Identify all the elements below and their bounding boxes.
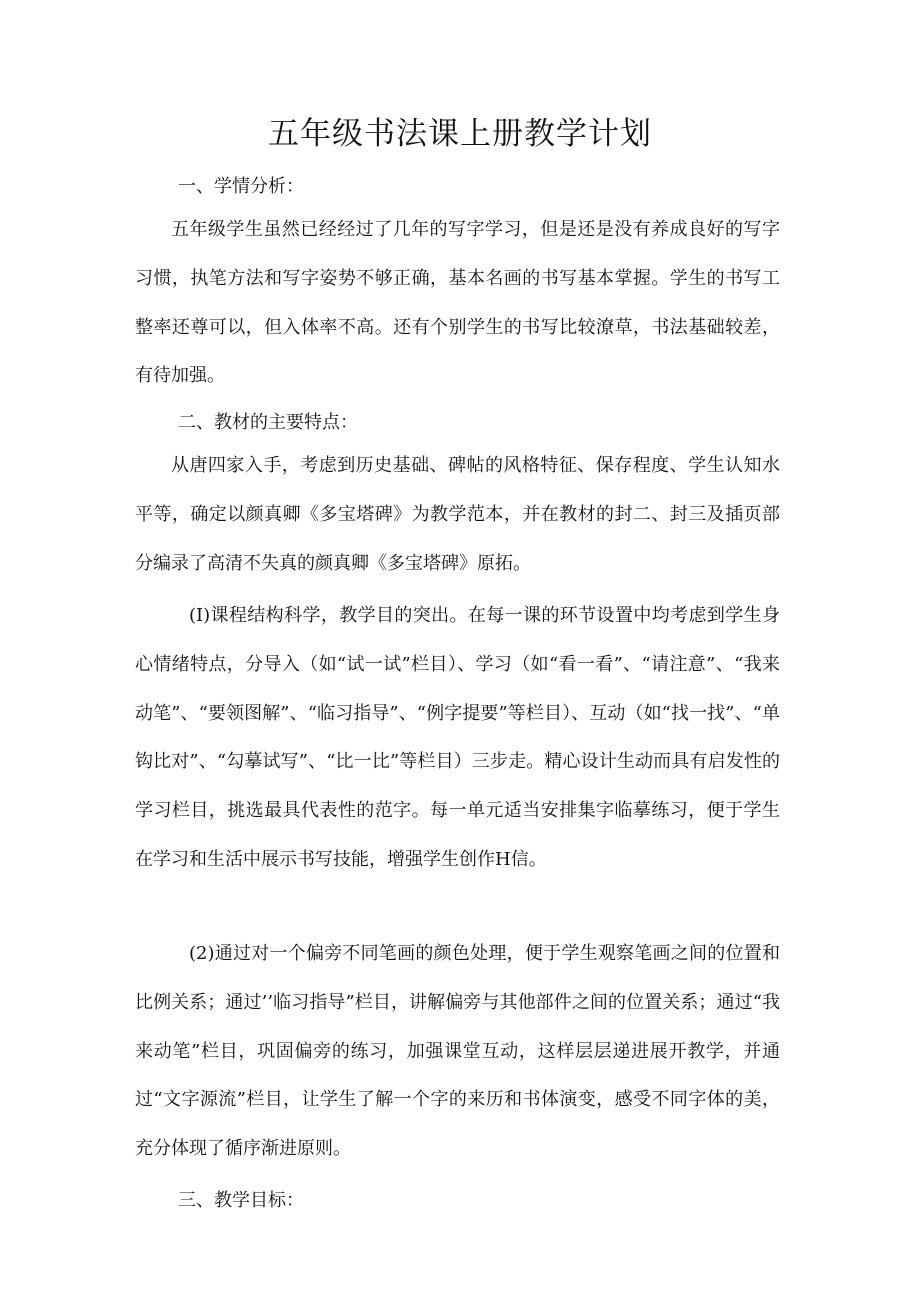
section-heading-teaching-goals: 三、教学目标：	[178, 1190, 304, 1211]
paragraph-learning-analysis: 五年级学生虽然已经经过了几年的写字学习，但是还是没有养成良好的写字习惯，执笔方法和写字姿势不够正确，基本名画的书写基本掌握。学生的书写工整率还尊可以，但入体率不高。还有个别学生的书写比较潦草，书法基础较差，有待加强。	[135, 219, 780, 387]
page-title: 五年级书法课上册教学计划	[268, 116, 652, 152]
paragraph-point-1: (I)课程结构科学，教学目的突出。在每一课的环节设置中均考虑到学生身心情绪特点，分导入（如“试一试”栏目）、学习（如“看一看”、“请注意”、“我来动笔”、“要领图解”、“临习指导”、“例字提要”等栏目）、互动（如“找一找”、“单钩比对”、“勾摹试写”、“比一比”等栏目）三步走。精心设计生动而具有启发性的学习栏目，挑选最具代表性的范字。每一单元适当安排集字临摹练习，便于学生在学习和生活中展示书写技能，增强学生创作H信。	[135, 605, 780, 870]
paragraph-textbook-intro: 从唐四家入手，考虑到历史基础、碑帖的风格特征、保存程度、学生认知水平等，确定以颜真卿《多宝塔碑》为教学范本，并在教材的封二、封三及插页部分编录了高清不失真的颜真卿《多宝塔碑》原拓。	[135, 455, 780, 574]
section-heading-learning-analysis: 一、学情分析：	[178, 176, 304, 197]
section-heading-textbook-features: 二、教材的主要特点：	[178, 412, 358, 433]
paragraph-point-2: (2)通过对一个偏旁不同笔画的颜色处理，便于学生观察笔画之间的位置和比例关系；通过’’临习指导”栏目，讲解偏旁与其他部件之间的位置关系；通过“我来动笔”栏目，巩固偏旁的练习，加强课堂互动，这样层层递进展开教学，并通过“文字源流”栏目，让学生了解一个字的来历和书体演变，感受不同字体的美，充分体现了循序渐进原则。	[135, 943, 780, 1160]
